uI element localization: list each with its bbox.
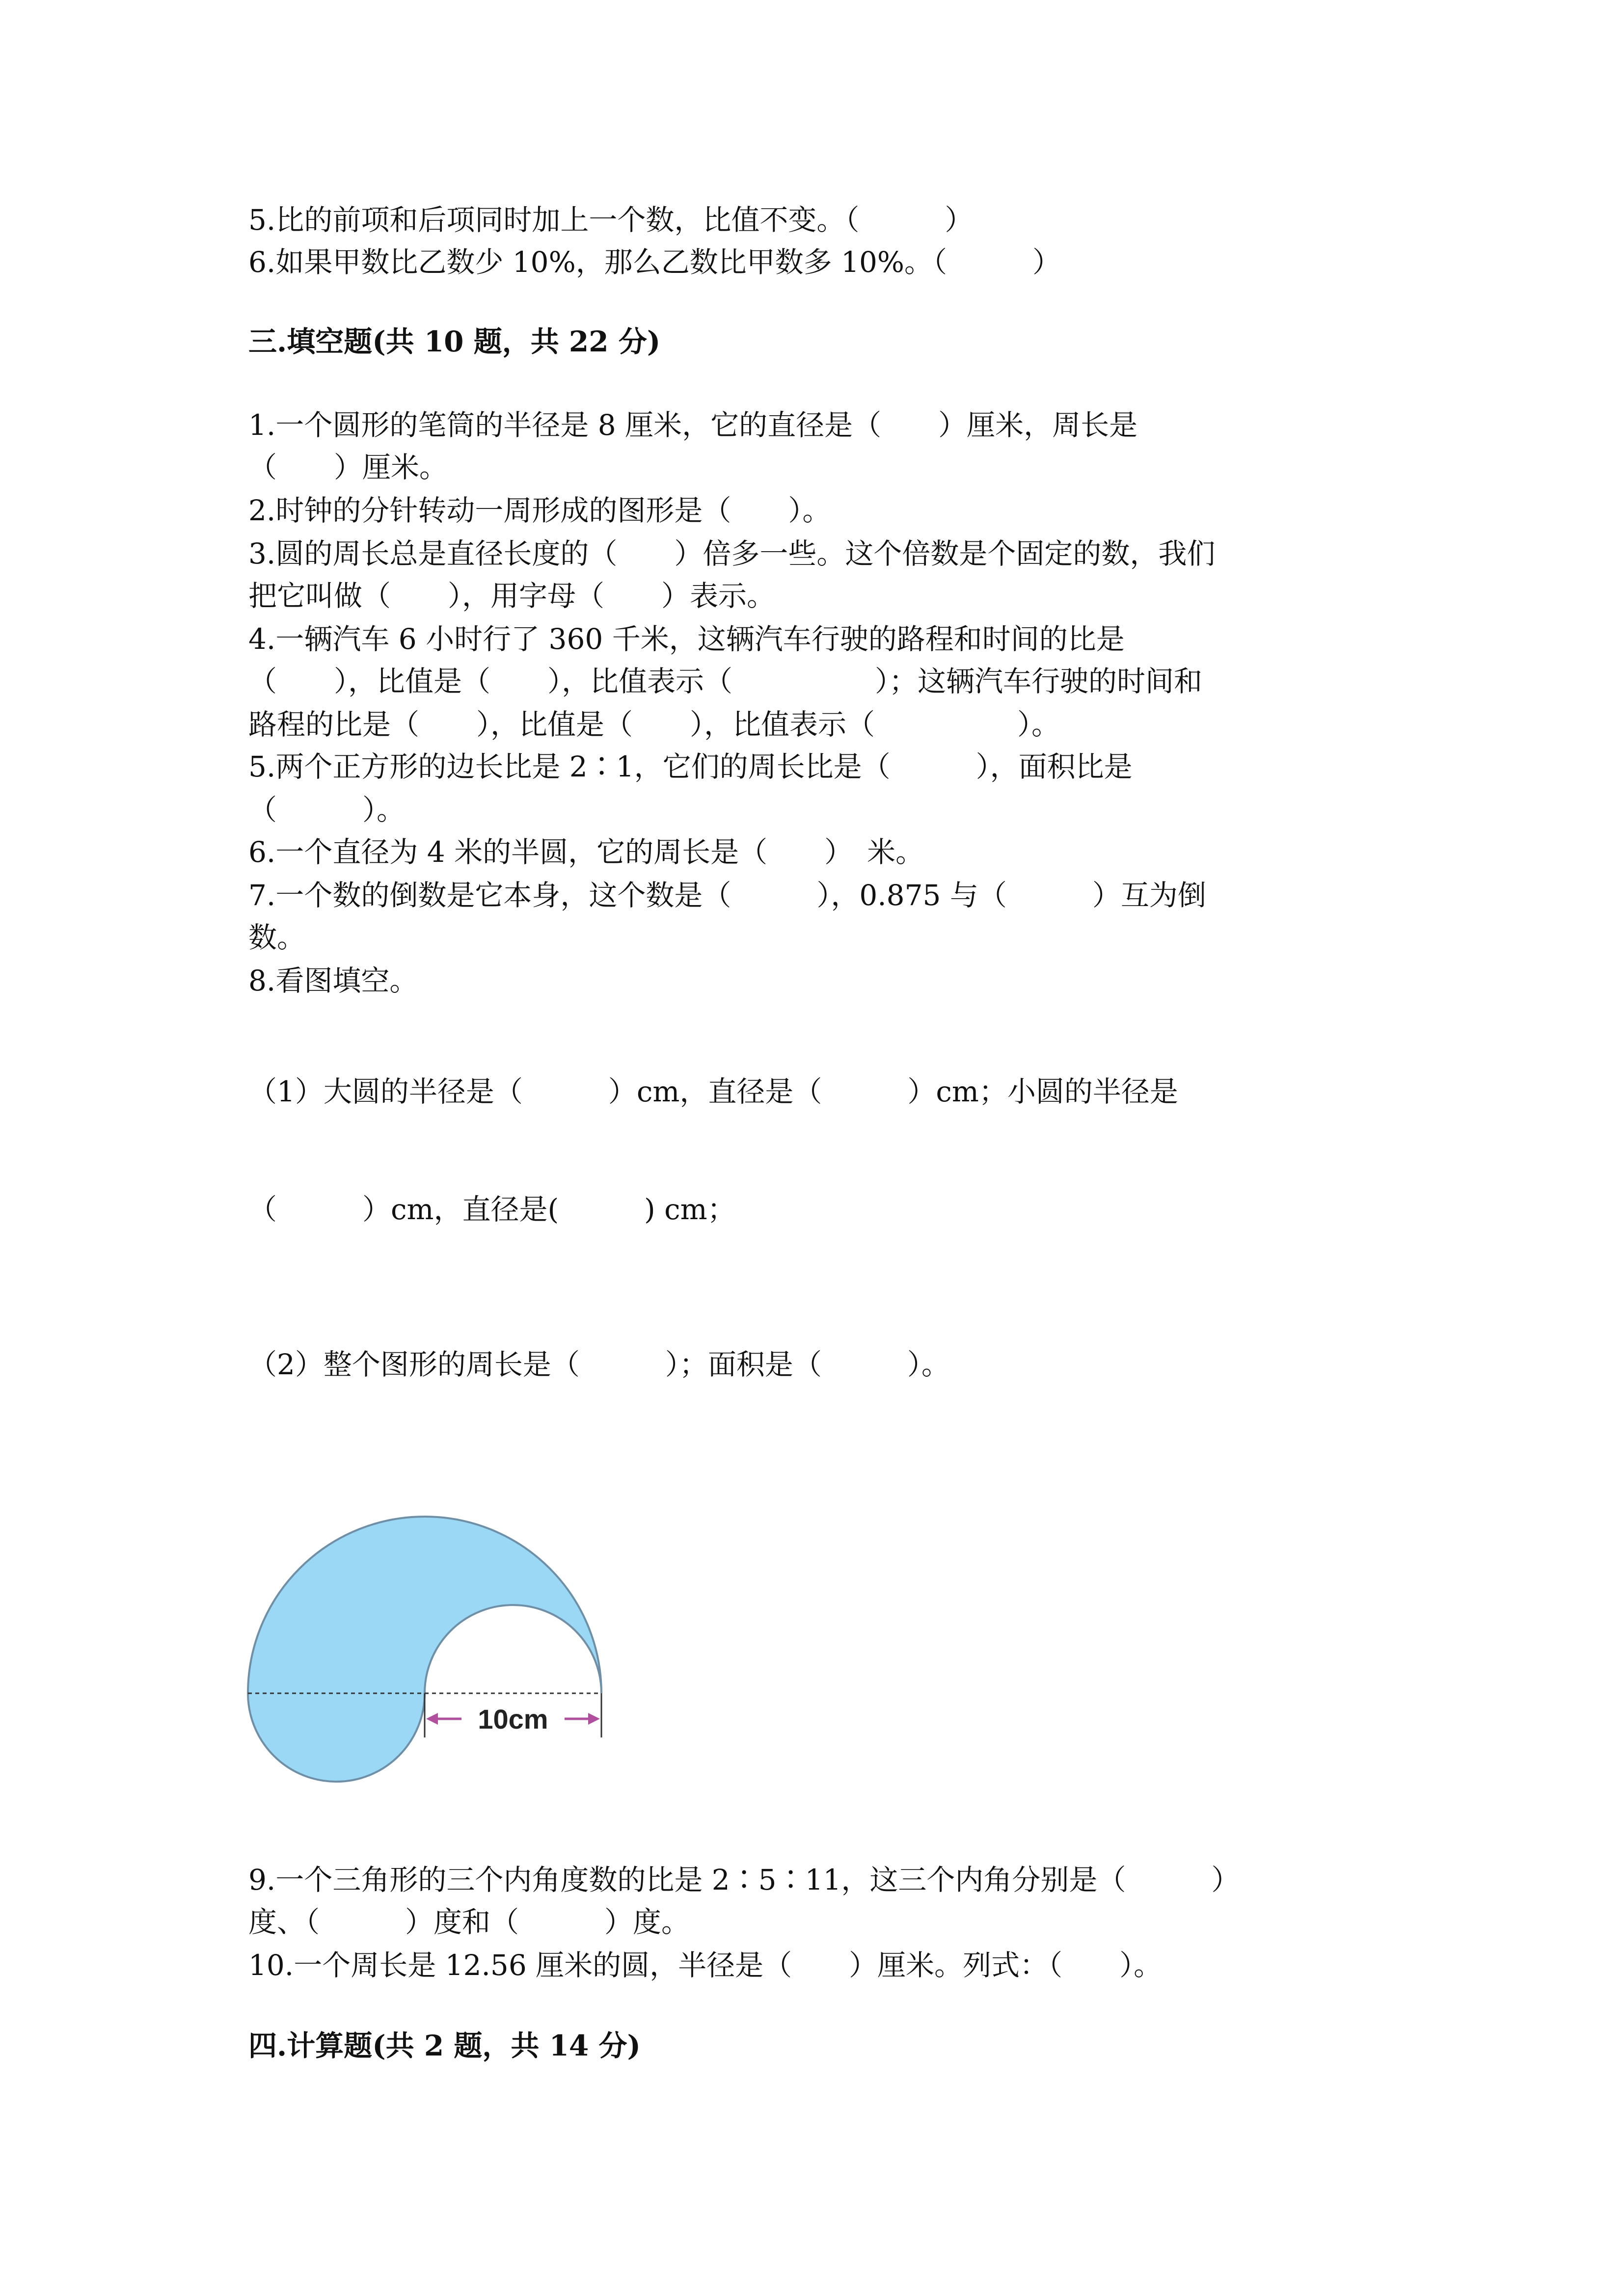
fill-q7-line2: 数。 — [248, 921, 306, 954]
shaded-shape — [248, 1517, 601, 1782]
fill-q8-part2: （2）整个图形的周长是（ ）；面积是（ ）。 — [248, 1348, 950, 1381]
fill-q3-line2: 把它叫做（ ），用字母（ ）表示。 — [248, 579, 776, 613]
fill-q7-line1: 7.一个数的倒数是它本身，这个数是（ ），0.875 与（ ）互为倒 — [248, 879, 1206, 912]
fill-q6: 6.一个直径为 4 米的半圆，它的周长是（ ） 米。 — [248, 835, 924, 869]
section-4-heading: 四.计算题(共 2 题，共 14 分) — [248, 2029, 641, 2062]
fill-q9-line1: 9.一个三角形的三个内角度数的比是 2∶5∶11，这三个内角分别是（ ） — [248, 1863, 1240, 1896]
fill-q1-line1: 1.一个圆形的笔筒的半径是 8 厘米，它的直径是（ ）厘米，周长是 — [248, 408, 1138, 442]
fill-q2: 2.时钟的分针转动一周形成的图形是（ ）。 — [248, 494, 831, 527]
fill-q4-line1: 4.一辆汽车 6 小时行了 360 千米，这辆汽车行驶的路程和时间的比是 — [248, 622, 1125, 656]
section-3-heading: 三.填空题(共 10 题，共 22 分) — [248, 325, 661, 358]
fill-q1-line2: （ ）厘米。 — [248, 451, 448, 484]
judge-q5: 5.比的前项和后项同时加上一个数，比值不变。（ ） — [248, 203, 974, 237]
fill-q8-part1-line2: （ ）cm，直径是( ) cm； — [248, 1193, 736, 1226]
fill-q4-line2: （ ），比值是（ ），比值表示（ ）；这辆汽车行驶的时间和 — [248, 665, 1203, 698]
fill-q9-line2: 度、（ ）度和（ ）度。 — [248, 1905, 690, 1939]
fill-q3-line1: 3.圆的周长总是直径长度的（ ）倍多一些。这个倍数是个固定的数，我们 — [248, 537, 1216, 570]
fill-q4-line3: 路程的比是（ ），比值是（ ），比值表示（ ）。 — [248, 708, 1060, 741]
fill-q5-line2: （ ）。 — [248, 793, 406, 827]
fill-q5-line1: 5.两个正方形的边长比是 2∶1，它们的周长比是（ ），面积比是 — [248, 750, 1133, 783]
fill-q8-part1-line1: （1）大圆的半径是（ ）cm，直径是（ ）cm；小圆的半径是 — [248, 1075, 1178, 1108]
circles-figure — [245, 1487, 628, 1791]
judge-q6: 6.如果甲数比乙数少 10%，那么乙数比甲数多 10%。（ ） — [248, 245, 1061, 279]
fill-q8: 8.看图填空。 — [248, 964, 418, 997]
fill-q10: 10.一个周长是 12.56 厘米的圆，半径是（ ）厘米。列式：（ ）。 — [248, 1949, 1163, 1982]
dimension-label: 10cm — [478, 1704, 548, 1735]
